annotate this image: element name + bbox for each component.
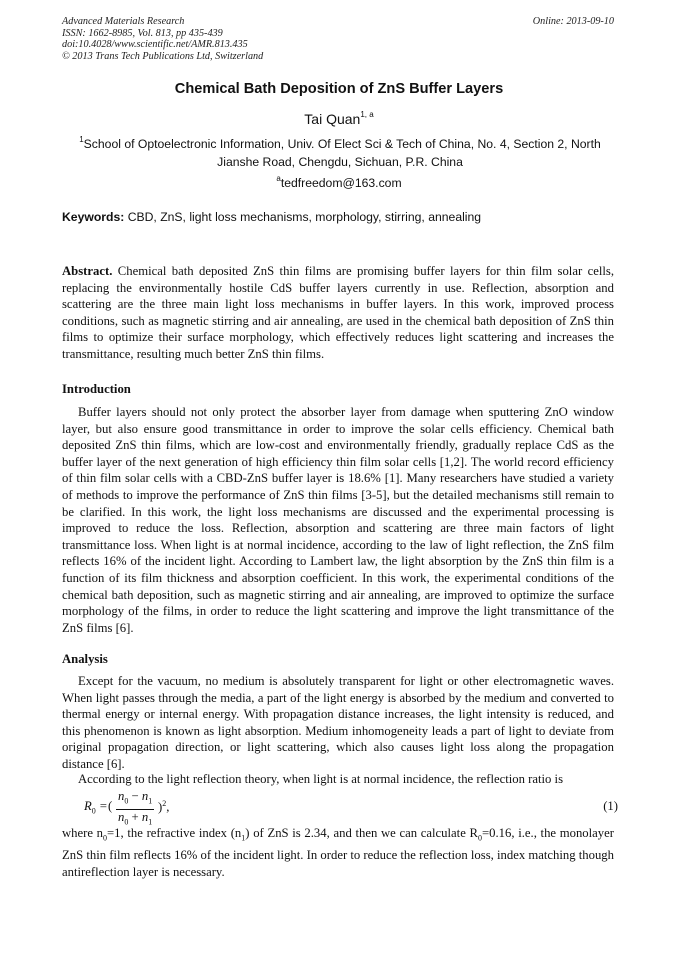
introduction-heading: Introduction <box>62 382 131 396</box>
doi-line: doi:10.4028/www.scientific.net/AMR.813.435 <box>62 39 248 51</box>
introduction-paragraph: Buffer layers should not only protect the absorber layer from damage when sputtering ZnO window layer, but also ensure good transmittance in order to improve the solar cells efficiency. Chemical bath deposited ZnS thin films, which are low-cost and environmentally friendly, gradually replace CdS as the buffer layer of the next generation of high efficiency thin film solar cells [1,2]. The world record efficiency of thin film solar cells with a CBD-ZnS buffer layer is 18.6% [1]. Many researchers have studied a variety of methods to improve the performance of ZnS thin films [3-5], but the detailed mechanisms still remain to be clarified. In this work, the light loss mechanisms are discussed and the experimental processing is improved to reduce the loss. Reflection, absorption and scattering are three main factors of light transmittance loss. When light is at normal incidence, according to the law of light reflection, the ZnS film reflects 16% of the incident light. According to Lambert law, the light absorption by the ZnS thin film is a function of its film thickness and absorption coefficient. In this work, the experimental conditions of the chemical bath deposition, such as magnetic stirring and air annealing, are improved to optimize the surface morphology of the films, in order to reduce the light scattering and improve the light transmittance of the ZnS films [6]. <box>62 405 614 635</box>
analysis-heading: Analysis <box>62 652 108 666</box>
equation-open-paren: ( <box>108 799 113 813</box>
author-line <box>0 111 678 127</box>
analysis-paragraph-3: where $n_0=1$, the refractive index $(n_1)$ of ZnS is 2.34, and then we can calculate $R_0=0.16$, i.e., the monolayer ZnS thin film reflects 16% of the incident light. In order to reduce the reflection loss, index matching though antireflection layer is necessary. <box>62 826 614 879</box>
email-address[interactable]: tedfreedom@163.com <box>280 176 402 191</box>
keywords <box>62 210 618 224</box>
equation-fraction <box>116 789 154 829</box>
author-name: Tai Quan <box>304 111 361 127</box>
author-superscript: 1, a <box>360 110 374 120</box>
paper-title: Chemical Bath Deposition of ZnS Buffer Layers <box>174 81 504 97</box>
affiliation <box>62 132 618 171</box>
online-date: Online: 2013-09-10 <box>532 16 614 27</box>
analysis-paragraph-1: Except for the vacuum, no medium is absolutely transparent for light or other electromagnetic waves. When light passes through the media, a part of the light energy is absorbed by the medium and converted to thermal energy or internal energy. With propagation distance increases, the light intensity is reduced, and this phenomenon is known as light absorption. Medium inhomogeneity leads a part of light to deviate from original propagation direction, or light scattering, which also causes light loss along the propagation distance [6]. <box>62 674 614 771</box>
equation-lhs: $R_0$ = <box>84 799 108 816</box>
abstract-text: Chemical bath deposited ZnS thin films are promising buffer layers for thin film solar cells, replacing the environmentally hostile CdS buffer layers currently in use. Reflection, absorption and scattering are the three main light loss mechanisms in buffer layers. In this work, improved process conditions, such as magnetic stirring and air annealing, are used in the chemical bath deposition of ZnS thin films to optimize their surface morphology, which effectively reduces light scattering and increases the transmittance, resulting much better ZnS thin films. <box>62 264 614 361</box>
journal-header <box>62 16 263 62</box>
abstract-label: Abstract. <box>62 264 113 278</box>
abstract <box>62 263 614 363</box>
journal-name: Advanced Materials Research <box>62 16 185 27</box>
issn-line: ISSN: 1662-8985, Vol. 813, pp 435-439 <box>62 27 223 39</box>
keywords-text: CBD, ZnS, light loss mechanisms, morphology, stirring, annealing <box>127 210 482 224</box>
email-superscript: a <box>276 174 281 183</box>
equation-number: (1) <box>603 799 618 813</box>
equation-close-paren: )$^2$, <box>158 799 170 815</box>
keywords-label: Keywords: <box>62 210 125 224</box>
equation-1 <box>84 789 618 825</box>
affiliation-superscript: 1 <box>79 135 84 144</box>
copyright-line: © 2013 Trans Tech Publications Ltd, Switzerland <box>62 50 264 62</box>
equation-denominator: $n_0 + n_1$ <box>118 809 153 827</box>
affiliation-text: School of Optoelectronic Information, Univ. Of Elect Sci & Tech of China, No. 4, Section 2, North Jianshe Road, Chengdu, Sichuan, P.R. China <box>83 137 601 170</box>
email-line <box>0 175 678 190</box>
analysis-paragraph-2: According to the light reflection theory, when light is at normal incidence, the reflection ratio is <box>78 772 564 786</box>
equation-numerator: $n_0 - n_1$ <box>116 789 154 810</box>
